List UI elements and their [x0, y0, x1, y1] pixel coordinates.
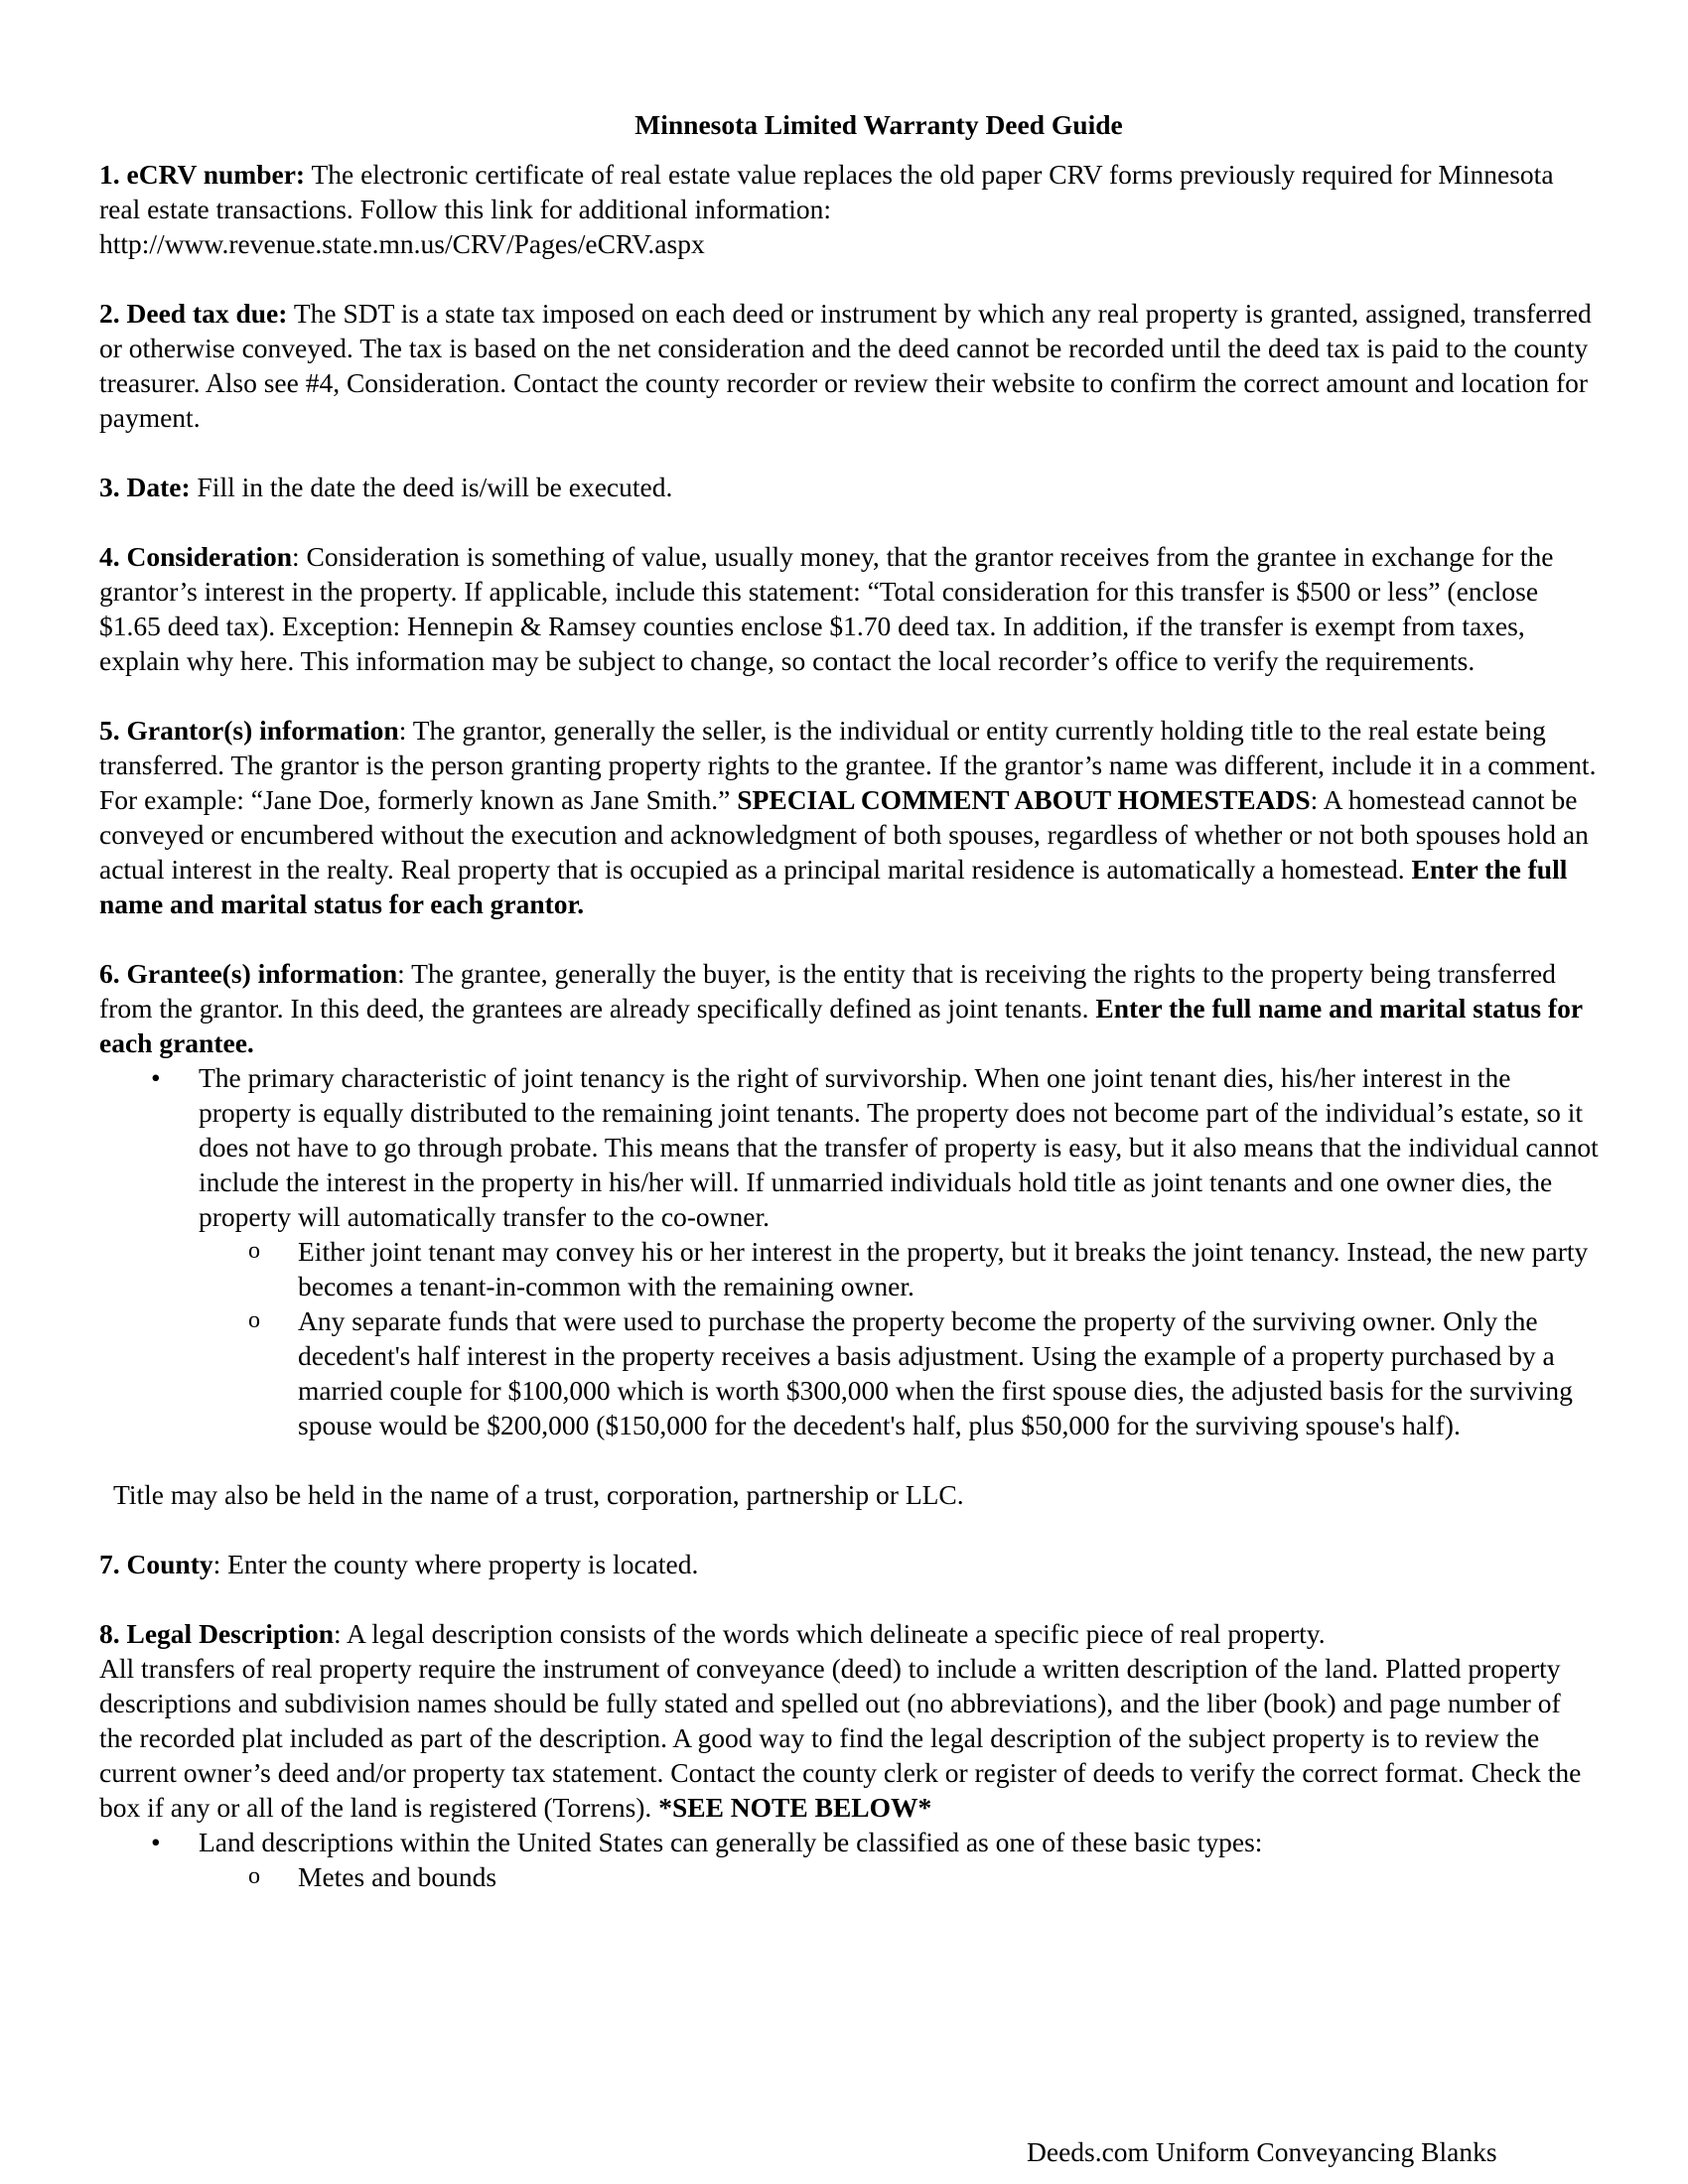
section-text: : The grantor, generally the seller, is the individual or entity currently holding title to the real estate being transferred. The grantor is the person granting property rights to the grantee. If the grantor’s name was different, include it in a comment. For example: “Jane Doe, formerly known as Jane Smith.” [99, 715, 1597, 815]
list-item-text: The primary characteristic of joint tenancy is the right of survivorship. When one joint tenant dies, his/her interest in the property is equally distributed to the remaining joint tenants. The property does not become part of the individual’s estate, so it does not have to go through probate. This means that the transfer of property is easy, but it also means that the individual cannot include the interest in the property in his/her will. If unmarried individuals hold title as joint tenants and one owner dies, the property will automatically transfer to the co-owner. [199, 1062, 1599, 1232]
land-description-list [99, 1825, 1599, 1894]
grantee-instruction: Enter the full name and marital status for each grantee. [99, 993, 1583, 1058]
list-item [99, 1234, 1599, 1303]
section-text: The electronic certificate of real estate value replaces the old paper CRV forms previously required for Minnesota real estate transactions. Follow this link for additional information: [99, 159, 1554, 224]
section-heading: 7. County [99, 1549, 213, 1579]
section-consideration [99, 539, 1599, 678]
section-text: : The grantee, generally the buyer, is the entity that is receiving the rights to the property being transferred from the grantor. In this deed, the grantees are already specifically defined as joint tenants. [99, 958, 1556, 1024]
list-item [99, 1825, 1599, 1859]
section-heading: 8. Legal Description [99, 1618, 335, 1649]
list-item-text: Metes and bounds [298, 1861, 497, 1892]
page-footer: Deeds.com Uniform Conveyancing Blanks [1027, 2136, 1497, 2167]
section-legal-description [99, 1616, 1599, 1894]
section-text: The SDT is a state tax imposed on each deed or instrument by which any real property is granted, assigned, transferred or otherwise conveyed. The tax is based on the net consideration and the deed cannot be recorded until the deed tax is paid to the county treasurer. Also see #4, Consideration. Contact the county recorder or review their website to confirm the correct amount and location for payment. [99, 298, 1592, 433]
document-page [99, 107, 1599, 1894]
ecrv-link[interactable]: http://www.revenue.state.mn.us/CRV/Pages/eCRV.aspx [99, 228, 705, 259]
section-text: : A homestead cannot be conveyed or encumbered without the execution and acknowledgment of both spouses, regardless of whether or not both spouses hold an actual interest in the realty. Real property that is occupied as a principal marital residence is automatically a homestead. [99, 784, 1589, 885]
section-heading: 5. Grantor(s) information [99, 715, 399, 746]
ownership-note: Title may also be held in the name of a trust, corporation, partnership or LLC. [113, 1479, 964, 1510]
section-heading: 6. Grantee(s) information [99, 958, 398, 989]
bullet-icon: • [151, 1827, 161, 1857]
list-item [99, 1859, 1599, 1894]
homestead-comment-heading: SPECIAL COMMENT ABOUT HOMESTEADS [737, 784, 1311, 815]
section-heading: 3. Date: [99, 472, 191, 502]
section-text: : A legal description consists of the words which delineate a specific piece of real property. [334, 1618, 1326, 1649]
list-item-text: Land descriptions within the United States can generally be classified as one of these basic types: [199, 1827, 1263, 1857]
circle-bullet-icon: o [248, 1238, 260, 1264]
list-item-text: Any separate funds that were used to purchase the property become the property of the surviving owner. Only the decedent's half interest in the property receives a basis adjustment. Using the example of a property purchased by a married couple for $100,000 which is worth $300,000 when the first spouse dies, the adjusted basis for the surviving spouse would be $200,000 ($150,000 for the decedent's half, plus $50,000 for the surviving spouse's half). [298, 1305, 1573, 1440]
section-heading: 1. eCRV number: [99, 159, 306, 190]
bullet-icon: • [151, 1062, 161, 1093]
section-ecrv [99, 157, 1599, 261]
page-title: Minnesota Limited Warranty Deed Guide [634, 109, 1123, 140]
list-item [99, 1060, 1599, 1234]
circle-bullet-icon: o [248, 1307, 260, 1333]
section-grantee [99, 956, 1599, 1547]
section-heading: 2. Deed tax due: [99, 298, 288, 329]
section-text: : Consideration is something of value, usually money, that the grantor receives from the grantee in exchange for the grantor’s interest in the property. If applicable, include this statement: “Total consideration for this transfer is $500 or less” (enclose $1.65 deed tax). Exception: Hennepin & Ramsey counties enclose $1.70 deed tax. In addition, if the transfer is exempt from taxes, explain why here. This information may be subject to change, so contact the local recorder’s office to verify the requirements. [99, 541, 1554, 676]
joint-tenancy-list [99, 1060, 1599, 1442]
section-deed-tax [99, 296, 1599, 435]
section-text: Fill in the date the deed is/will be executed. [190, 472, 673, 502]
grantor-instruction: Enter the full name and marital status for each grantor. [99, 854, 1568, 919]
circle-bullet-icon: o [248, 1863, 260, 1889]
see-note-label: *SEE NOTE BELOW* [658, 1792, 932, 1823]
section-text: All transfers of real property require the instrument of conveyance (deed) to include a written description of the land. Platted property descriptions and subdivision names should be fully stated and spelled out (no abbreviations), and the liber (book) and page number of the recorded plat included as part of the description. A good way to find the legal description of the subject property is to review the current owner’s deed and/or property tax statement. Contact the county clerk or register of deeds to verify the correct format. Check the box if any or all of the land is registered (Torrens). [99, 1653, 1582, 1823]
section-date [99, 470, 1599, 504]
section-text: : Enter the county where property is located. [212, 1549, 699, 1579]
list-item-text: Either joint tenant may convey his or her interest in the property, but it breaks the joint tenancy. Instead, the new party becomes a tenant-in-common with the remaining owner. [298, 1236, 1589, 1301]
section-county [99, 1547, 1599, 1581]
section-heading: 4. Consideration [99, 541, 293, 572]
section-grantor [99, 713, 1599, 921]
list-item [99, 1303, 1599, 1442]
